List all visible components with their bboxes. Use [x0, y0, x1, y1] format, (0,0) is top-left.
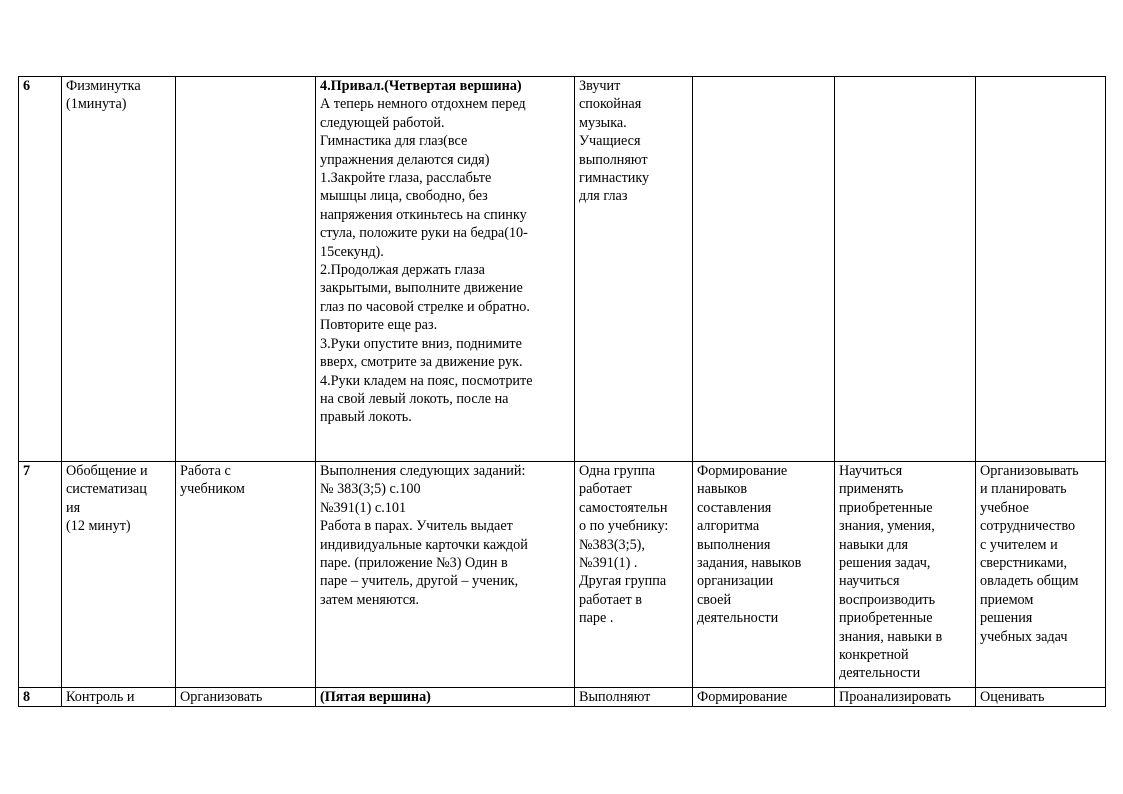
teacher-activity-title: 4.Привал.(Четвертая вершина)	[320, 78, 522, 94]
cell-text-line: научиться	[839, 573, 900, 590]
cell-text-line: учебных задач	[980, 628, 1068, 645]
cell-text-line: сверстниками,	[980, 555, 1068, 572]
cell-text-line: учебное	[980, 499, 1029, 516]
cell-text-line: закрытыми, выполните движение	[320, 280, 523, 297]
cell-text-line: паре – учитель, другой – ученик,	[320, 573, 519, 590]
cell-text-line: музыка.	[579, 114, 627, 131]
cell-text-line: знания, навыки в	[839, 628, 943, 645]
row-number: 7	[19, 462, 62, 688]
cell-text-line: 4.Руки кладем на пояс, посмотрите	[320, 372, 533, 389]
cell-text-line: Проанализировать	[839, 689, 951, 705]
stage-cell	[62, 688, 176, 707]
cell-text-line: выполнения	[697, 536, 771, 553]
cell-text-line: Научиться	[839, 463, 903, 479]
cell-text-line: затем меняются.	[320, 591, 420, 608]
cell-text-line: индивидуальные карточки каждой	[320, 536, 528, 553]
cell-text-line: Контроль и	[66, 689, 135, 705]
cell-text-line: составления	[697, 499, 772, 516]
cell-text-line: для глаз	[579, 188, 628, 205]
cell-text-line: выполняют	[579, 151, 648, 168]
cell-text-line: паре .	[579, 610, 614, 627]
stage-cell	[62, 462, 176, 688]
cell-text-line: мышцы лица, свободно, без	[320, 188, 488, 205]
cell-text-line: сотрудничество	[980, 518, 1076, 535]
cell-text-line: напряжения откиньтесь на спинку	[320, 206, 527, 223]
cell-text-line: приобретенные	[839, 610, 933, 627]
cell-text-line: следующей работой.	[320, 114, 445, 131]
cell-text-line: Выполнения следующих заданий:	[320, 463, 526, 479]
cell-text-line: ия	[66, 499, 81, 516]
table-row	[19, 462, 1106, 688]
cell-text-line: № 383(3;5) с.100	[320, 481, 421, 498]
cell-text-line: спокойная	[579, 96, 642, 113]
cell-text-line: навыки для	[839, 536, 908, 553]
cell-text-line: 15секунд).	[320, 243, 384, 260]
method-cell	[176, 462, 316, 688]
cell-text-line: на свой левый локоть, после на	[320, 390, 509, 407]
cell-text-line: 2.Продолжая держать глаза	[320, 262, 485, 279]
cell-text-line: Учащиеся	[579, 133, 641, 150]
teacher-activity-title: (Пятая вершина)	[320, 689, 431, 705]
skills-cell	[693, 462, 835, 688]
row-number: 8	[19, 688, 62, 707]
table-row	[19, 77, 1106, 462]
cell-text-line: 1.Закройте глаза, расслабьте	[320, 170, 492, 187]
skills-cell	[693, 77, 835, 462]
student-activity-cell	[575, 688, 693, 707]
cell-text-line: Другая группа	[579, 573, 667, 590]
cell-text-line: задания, навыков	[697, 555, 802, 572]
cell-text-line: глаз по часовой стрелке и обратно.	[320, 298, 530, 315]
cell-text-line: приемом	[980, 591, 1034, 608]
cell-text-line: с учителем и	[980, 536, 1058, 553]
stage-cell	[62, 77, 176, 462]
cell-text-line: работает в	[579, 591, 642, 608]
cell-text-line: деятельности	[697, 610, 779, 627]
cell-text-line: А теперь немного отдохнем перед	[320, 96, 526, 113]
cell-text-line: деятельности	[839, 665, 921, 682]
subject-results-cell	[835, 77, 976, 462]
cell-text-line: приобретенные	[839, 499, 933, 516]
cell-text-line: своей	[697, 591, 732, 608]
student-activity-cell	[575, 462, 693, 688]
meta-results-cell	[976, 77, 1106, 462]
cell-text-line: алгоритма	[697, 518, 760, 535]
cell-text-line: №383(3;5),	[579, 536, 645, 553]
cell-text-line: и планировать	[980, 481, 1067, 498]
cell-text-line: правый локоть.	[320, 409, 412, 426]
skills-cell	[693, 688, 835, 707]
cell-text-line: 3.Руки опустите вниз, поднимите	[320, 335, 522, 352]
cell-text-line: о по учебнику:	[579, 518, 669, 535]
method-cell	[176, 688, 316, 707]
teacher-activity-cell	[316, 462, 575, 688]
subject-results-cell	[835, 462, 976, 688]
meta-results-cell	[976, 462, 1106, 688]
cell-text-line: воспроизводить	[839, 591, 936, 608]
cell-text-line: Обобщение и	[66, 463, 148, 479]
cell-text-line: Выполняют	[579, 689, 651, 705]
cell-text-line: знания, умения,	[839, 518, 935, 535]
cell-text-line: Звучит	[579, 78, 621, 94]
cell-text-line: Организовать	[180, 689, 263, 705]
cell-text-line: Работа с	[180, 463, 231, 479]
cell-text-line: учебником	[180, 481, 245, 498]
row-number: 6	[19, 77, 62, 462]
cell-text-line: Формирование	[697, 463, 788, 479]
cell-text-line: навыков	[697, 481, 748, 498]
method-cell	[176, 77, 316, 462]
meta-results-cell	[976, 688, 1106, 707]
cell-text-line: паре. (приложение №3) Один в	[320, 555, 508, 572]
student-activity-cell	[575, 77, 693, 462]
cell-text-line: Повторите еще раз.	[320, 317, 438, 334]
cell-text-line: применять	[839, 481, 904, 498]
teacher-activity-cell	[316, 77, 575, 462]
cell-text-line: №391(1) .	[579, 555, 638, 572]
lesson-plan-table	[18, 76, 1106, 707]
cell-text-line: Физминутка	[66, 78, 141, 94]
cell-text-line: Формирование	[697, 689, 788, 705]
subject-results-cell	[835, 688, 976, 707]
cell-text-line: стула, положите руки на бедра(10-	[320, 225, 528, 242]
cell-text-line: (1минута)	[66, 96, 127, 113]
cell-text-line: самостоятельн	[579, 499, 668, 516]
cell-text-line: (12 минут)	[66, 518, 131, 535]
cell-text-line: решения задач,	[839, 555, 931, 572]
cell-text-line: упражнения делаются сидя)	[320, 151, 490, 168]
cell-text-line: работает	[579, 481, 632, 498]
cell-text-line: Работа в парах. Учитель выдает	[320, 518, 513, 535]
table-row	[19, 688, 1106, 707]
cell-text-line: Организовывать	[980, 463, 1079, 479]
cell-text-line: Гимнастика для глаз(все	[320, 133, 468, 150]
cell-text-line: гимнастику	[579, 170, 650, 187]
cell-text-line: овладеть общим	[980, 573, 1079, 590]
cell-text-line: решения	[980, 610, 1033, 627]
cell-text-line: №391(1) с.101	[320, 499, 407, 516]
cell-text-line: организации	[697, 573, 774, 590]
cell-text-line: Одна группа	[579, 463, 656, 479]
teacher-activity-cell	[316, 688, 575, 707]
cell-text-line: конкретной	[839, 647, 909, 664]
cell-text-line: систематизац	[66, 481, 147, 498]
cell-text-line: вверх, смотрите за движение рук.	[320, 354, 523, 371]
cell-text-line: Оценивать	[980, 689, 1045, 705]
